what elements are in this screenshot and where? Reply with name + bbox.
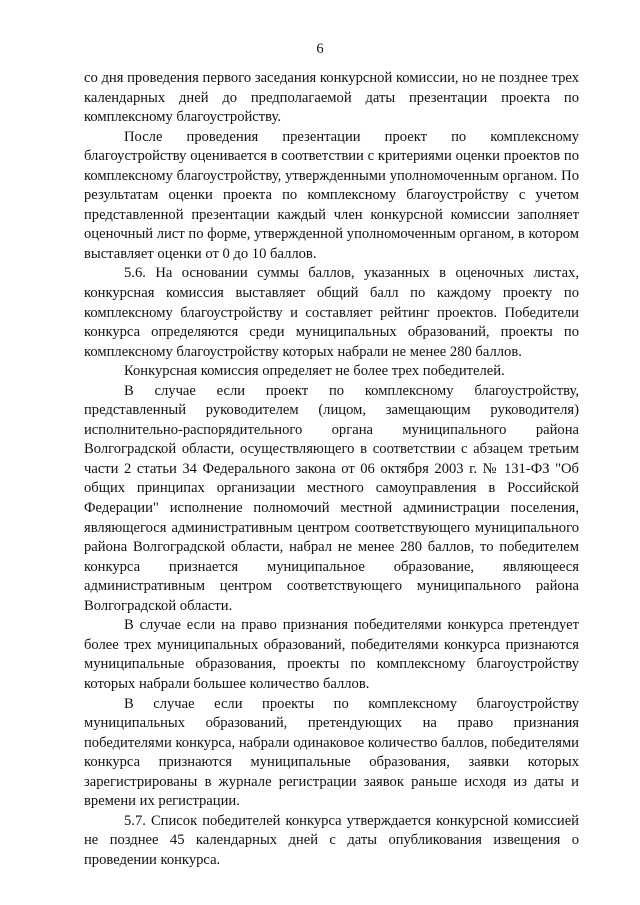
paragraph-presentation-evaluation: После проведения презентации проект по комплексному благоустройству оценивается в соответствии с критериями оценки проектов по комплексному благоустройству, утвержденными уполномоченным органом. По результатам оценки проекта по комплексному благоустройству с учетом представленной презентации каждый член конкурсной комиссии заполняет оценочный лист по форме, утвержденной уполномоченным органом, в котором выставляет оценки от 0 до 10 баллов.	[84, 128, 579, 262]
paragraph-more-than-three-case: В случае если на право признания победителями конкурса претендует более трех муниципальных образований, победителями конкурса признаются муниципальные образования, проекты по комплексному благоустройству которых набрали большее количество баллов.	[84, 617, 579, 692]
paragraph-continuation: со дня проведения первого заседания конкурсной комиссии, но не позднее трех календарных дней до предполагаемой даты презентации проекта по комплексному благоустройству.	[84, 70, 579, 126]
paragraph-5-6-rating: 5.6. На основании суммы баллов, указанных в оценочных листах, конкурсная комиссия выставляет общий балл по каждому проекту по комплексному благоустройству и составляет рейтинг проектов. Победители конкурса определяются среди муниципальных образований, проекты по комплексному благоустройству которых набрали не менее 280 баллов.	[84, 265, 579, 360]
paragraph-administrative-center-case: В случае если проект по комплексному благоустройству, представленный руководителем (лицом, замещающим руководителя) исполнительно-распорядительного органа муниципального района Волгоградской области, осуществляющего в соответствии с абзацем третьим части 2 статьи 34 Федерального закона от 06 октября 2003 г. № 131-ФЗ "Об общих принципах организации местного самоуправления в Российской Федерации" исполнение полномочий местной администрации поселения, являющегося административным центром соответствующего муниципального района Волгоградской области, набрал не менее 280 баллов, то победителем конкурса признается муниципальное образование, являющееся административным центром соответствующего муниципального района Волгоградской области.	[84, 382, 579, 614]
paragraph-winners-limit: Конкурсная комиссия определяет не более трех победителей.	[124, 363, 505, 380]
document-body	[84, 69, 579, 870]
page-number: 6	[316, 41, 324, 57]
paragraph-5-7-winners-list: 5.7. Список победителей конкурса утверждается конкурсной комиссией не позднее 45 календарных дней с даты опубликования извещения о проведении конкурса.	[84, 812, 579, 868]
paragraph-equal-score-case: В случае если проекты по комплексному благоустройству муниципальных образований, претендующих на право признания победителями конкурса, набрали одинаковое количество баллов, победителями конкурса признаются муниципальные образования, заявки которых зарегистрированы в журнале регистрации заявок раньше исходя из даты и времени их регистрации.	[84, 695, 579, 810]
